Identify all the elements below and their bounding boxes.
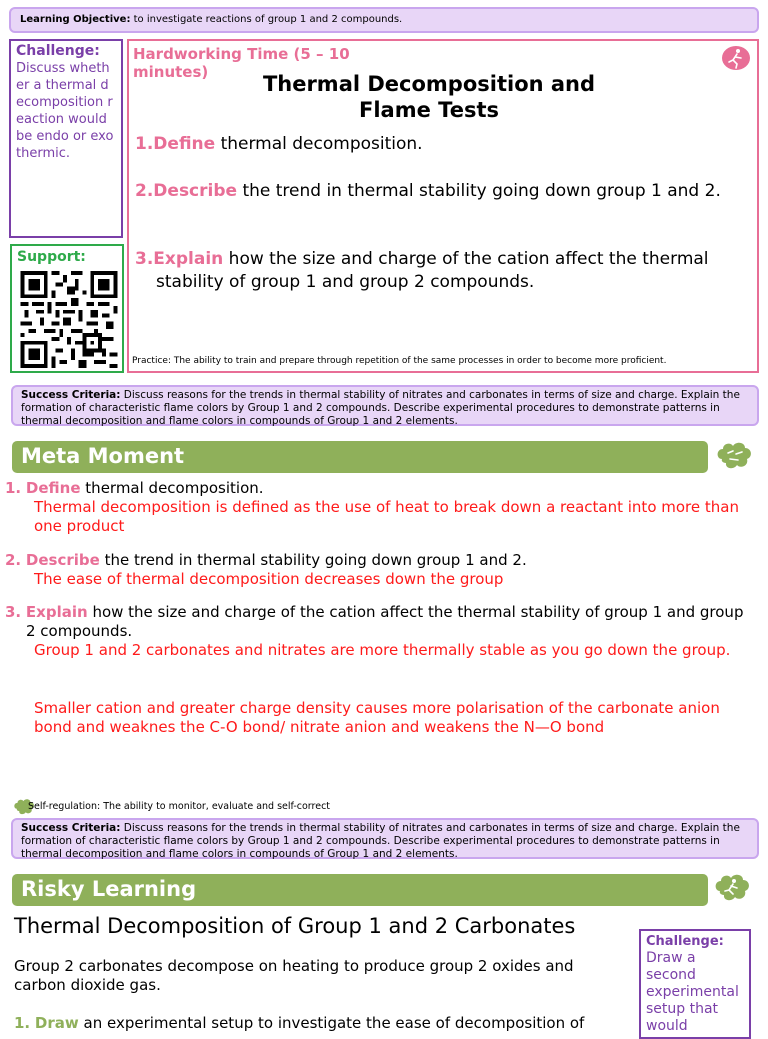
question-text: the trend in thermal stability going down group 1 and 2. [237, 181, 721, 201]
meta-answer-3a: Group 1 and 2 carbonates and nitrates are more thermally stable as you go down the group. [34, 641, 731, 659]
meta-number: 2. [5, 551, 22, 569]
meta-keyword: Explain [25, 603, 88, 621]
risky-learning-question-1 [14, 1014, 634, 1033]
meta-moment-title: Meta Moment [21, 444, 185, 468]
brain-icon [714, 439, 754, 473]
hardworking-title: Hardworking Time (5 – 10 minutes) [133, 45, 350, 81]
question-text: how the size and charge of the cation affect the thermal stability of group 1 and group 2 compounds. [156, 249, 709, 292]
success-criteria-text: Discuss reasons for the trends in thermal stability of nitrates and carbonates in terms of size and charge. Explain the formation of characteristic flame colors by Group 1 and 2 compounds. Describe experimental procedures to demonstrate patterns in thermal decomposition and flame colors in compounds of Group 1 and 2 elements. [21, 822, 740, 860]
challenge-title: Challenge: [16, 43, 100, 59]
question-keyword: Describe [153, 181, 238, 201]
challenge-title: Challenge: [646, 934, 724, 949]
hardworking-question-2 [135, 180, 745, 203]
risky-number: 1. [14, 1014, 31, 1032]
meta-question-3 [5, 603, 750, 641]
runner-icon [722, 45, 750, 71]
question-number: 1. [135, 134, 154, 154]
meta-moment-banner [12, 441, 708, 473]
question-keyword: Explain [153, 249, 224, 269]
meta-answer-1: Thermal decomposition is defined as the use of heat to break down a reactant into more than one product [34, 498, 739, 535]
learning-objective-text: to investigate reactions of group 1 and 2 compounds. [130, 14, 403, 25]
meta-keyword: Define [25, 479, 81, 497]
risky-text: an experimental setup to investigate the ease of decomposition of [78, 1014, 585, 1032]
support-title: Support: [17, 249, 86, 265]
success-criteria-text: Discuss reasons for the trends in thermal stability of nitrates and carbonates in terms of size and charge. Explain the formation of characteristic flame colors by Group 1 and 2 compounds. Describe experimental procedures to demonstrate patterns in thermal decomposition and flame colors in compounds of Group 1 and 2 elements. [21, 389, 740, 427]
question-number: 2. [135, 181, 154, 201]
hardworking-question-3 [135, 248, 745, 294]
risky-learning-title: Risky Learning [21, 877, 197, 901]
question-number: 3. [135, 249, 154, 269]
success-criteria-box [11, 818, 759, 859]
challenge-text: Draw a second experimental setup that would [646, 950, 739, 1034]
qr-code-icon[interactable] [20, 271, 118, 368]
meta-text: how the size and charge of the cation affect the thermal stability of group 1 and group 2 compounds. [26, 603, 744, 640]
risky-learning-intro: Group 2 carbonates decompose on heating to produce group 2 oxides and carbon dioxide gas. [14, 957, 574, 994]
learning-objective-box [9, 7, 759, 33]
meta-answer-2: The ease of thermal decomposition decreases down the group [34, 570, 504, 588]
meta-question-1 [5, 479, 745, 498]
learning-objective-label: Learning Objective: [20, 14, 131, 25]
success-criteria-box [11, 385, 759, 426]
meta-text: the trend in thermal stability going down group 1 and 2. [99, 551, 527, 569]
risky-learning-banner [12, 874, 708, 906]
challenge-box [9, 39, 123, 238]
meta-number: 1. [5, 479, 22, 497]
risky-challenge-box [639, 929, 751, 1039]
main-title: Thermal Decomposition and Flame Tests [262, 72, 596, 122]
question-text: thermal decomposition. [215, 134, 423, 154]
meta-keyword: Describe [25, 551, 100, 569]
meta-number: 3. [5, 603, 22, 621]
challenge-text: Discuss whether a thermal decomposition reaction would be endo or exothermic. [16, 61, 114, 161]
success-criteria-label: Success Criteria: [21, 389, 121, 401]
risky-learning-subtitle: Thermal Decomposition of Group 1 and 2 Carbonates [14, 914, 576, 938]
hardworking-question-1 [135, 133, 745, 156]
practice-note: Practice: The ability to train and prepare through repetition of the same processes in order to become more proficient. [132, 356, 667, 366]
meta-text: thermal decomposition. [80, 479, 264, 497]
brain-runner-icon [712, 871, 752, 905]
self-regulation-note: Self-regulation: The ability to monitor, evaluate and self-correct [28, 801, 331, 812]
hardworking-box [127, 39, 759, 373]
meta-question-2 [5, 551, 745, 570]
success-criteria-label: Success Criteria: [21, 822, 121, 834]
question-keyword: Define [153, 134, 216, 154]
meta-answer-3b: Smaller cation and greater charge density causes more polarisation of the carbonate anion bond and weaknes the C-O bond/ nitrate anion and weakens the N—O bond [34, 699, 720, 736]
support-box [10, 244, 124, 373]
risky-keyword: Draw [34, 1014, 79, 1032]
